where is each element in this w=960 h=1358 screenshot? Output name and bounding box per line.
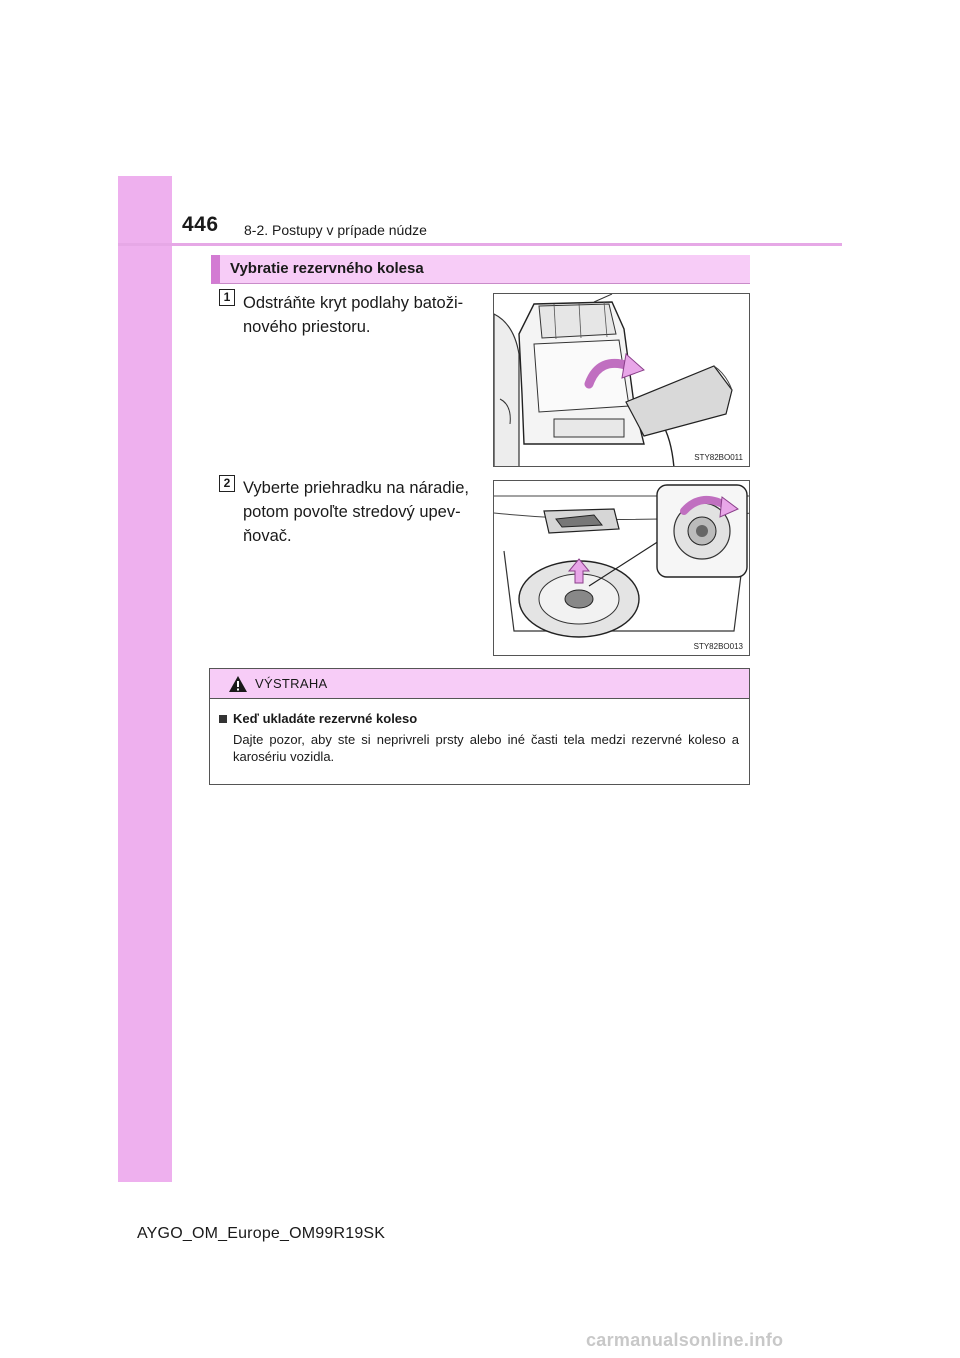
step-text-2-content: Vyberte priehradku na náradie, potom povoľte stredový upev- ňovač. <box>243 479 469 545</box>
warning-text: Dajte pozor, aby ste si neprivreli prsty alebo iné časti tela medzi rezervné koleso a karosériu vozidla. <box>233 732 739 764</box>
watermark: carmanualsonline.info <box>586 1330 784 1350</box>
square-bullet-icon <box>219 715 227 723</box>
figure-trunk-floor <box>493 293 750 467</box>
spare-wheel-illustration <box>494 481 750 656</box>
figure-code-1: STY82BO011 <box>694 453 743 462</box>
warning-header <box>210 669 749 699</box>
warning-body <box>210 699 749 765</box>
figure-code-2: STY82BO013 <box>693 642 743 651</box>
step-number-2: 2 <box>219 475 235 492</box>
warning-title: VÝSTRAHA <box>255 676 328 691</box>
figure-spare-wheel <box>493 480 750 656</box>
step-text-1-content: Odstráňte kryt podlahy batoži- nového priestoru. <box>243 294 464 336</box>
warning-subtitle <box>219 711 739 726</box>
warning-box <box>209 668 750 785</box>
trunk-illustration <box>494 294 750 467</box>
page-number: 446 <box>182 213 219 236</box>
step-text-2 <box>243 476 476 548</box>
warning-subtitle-text: Keď ukladáte rezervné koleso <box>233 711 418 726</box>
step-number-1: 1 <box>219 289 235 306</box>
subheading: Vybratie rezervného kolesa <box>211 255 750 284</box>
step-text-1 <box>243 291 476 339</box>
section-title: 8-2. Postupy v prípade núdze <box>244 222 427 238</box>
side-tab-band <box>118 176 172 1182</box>
footer-doc-id: AYGO_OM_Europe_OM99R19SK <box>137 1225 386 1242</box>
warning-triangle-icon <box>228 675 248 693</box>
header-rule <box>118 243 842 246</box>
